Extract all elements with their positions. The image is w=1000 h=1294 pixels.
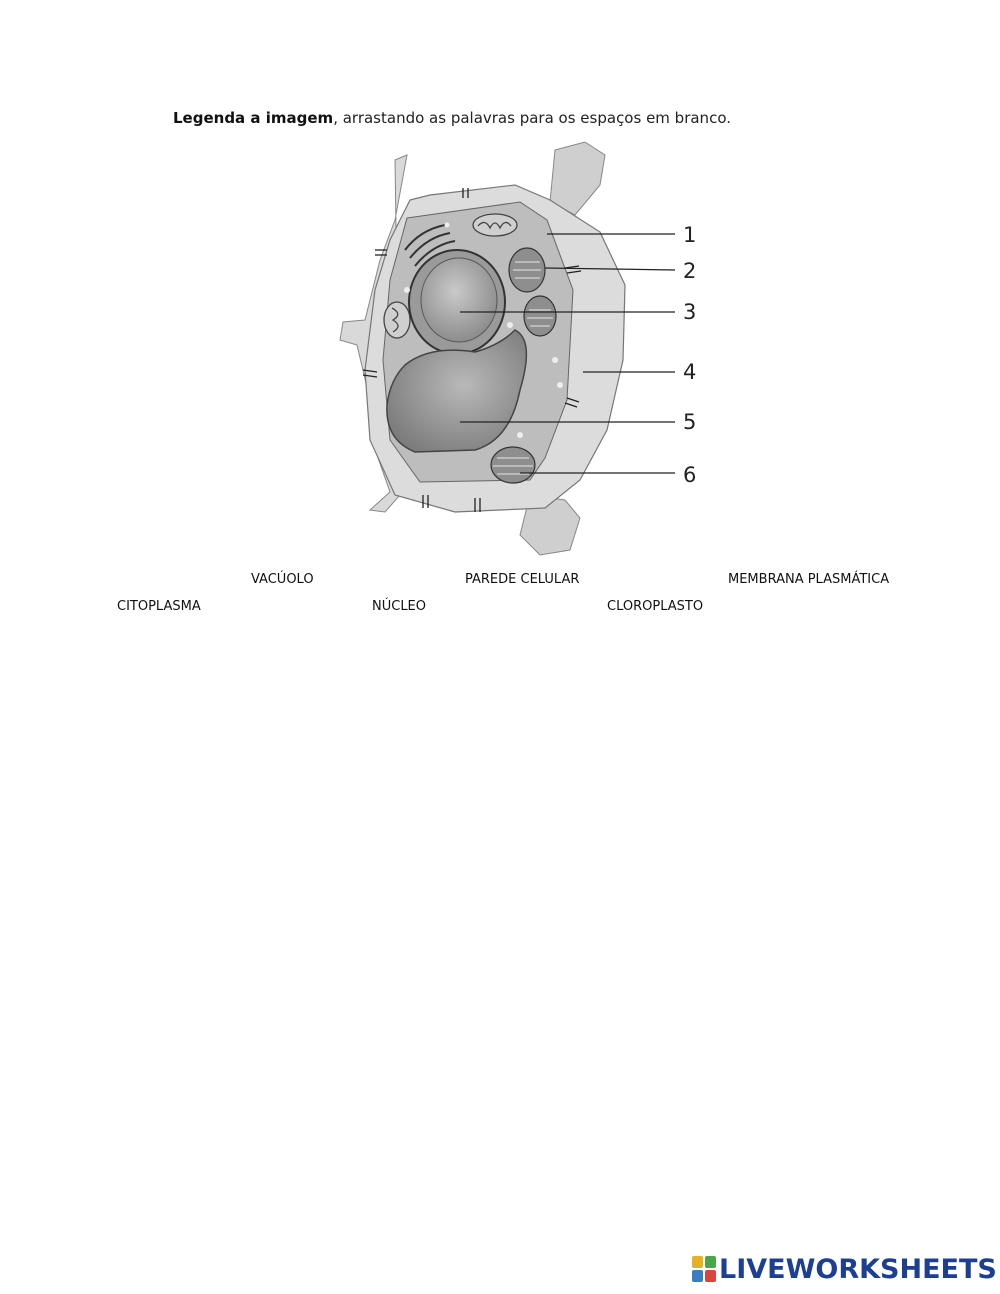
label-6: 6 xyxy=(683,463,697,487)
word-membrana-plasmatica[interactable]: MEMBRANA PLASMÁTICA xyxy=(728,572,890,587)
number-labels xyxy=(683,223,696,487)
liveworksheets-logo[interactable] xyxy=(692,1253,997,1285)
word-parede-celular[interactable]: PAREDE CELULAR xyxy=(465,572,580,587)
liveworksheets-logo-icon xyxy=(692,1256,716,1282)
plant-cell-diagram xyxy=(335,140,710,560)
word-citoplasma[interactable]: CITOPLASMA xyxy=(117,599,201,614)
word-cloroplasto[interactable]: CLOROPLASTO xyxy=(607,599,704,614)
instruction-bold: Legenda a imagem xyxy=(173,109,334,127)
label-3: 3 xyxy=(683,300,697,324)
label-5: 5 xyxy=(683,410,697,434)
liveworksheets-logo-text: LIVEWORKSHEETS xyxy=(719,1253,997,1285)
label-1: 1 xyxy=(683,223,697,247)
nucleus xyxy=(409,250,505,354)
instruction-rest: , arrastando as palavras para os espaços em branco. xyxy=(333,109,731,127)
label-4: 4 xyxy=(683,360,697,384)
instruction-text xyxy=(173,109,731,127)
label-2: 2 xyxy=(683,259,697,283)
word-nucleo[interactable]: NÚCLEO xyxy=(372,599,427,614)
word-vacuolo[interactable]: VACÚOLO xyxy=(251,572,314,587)
